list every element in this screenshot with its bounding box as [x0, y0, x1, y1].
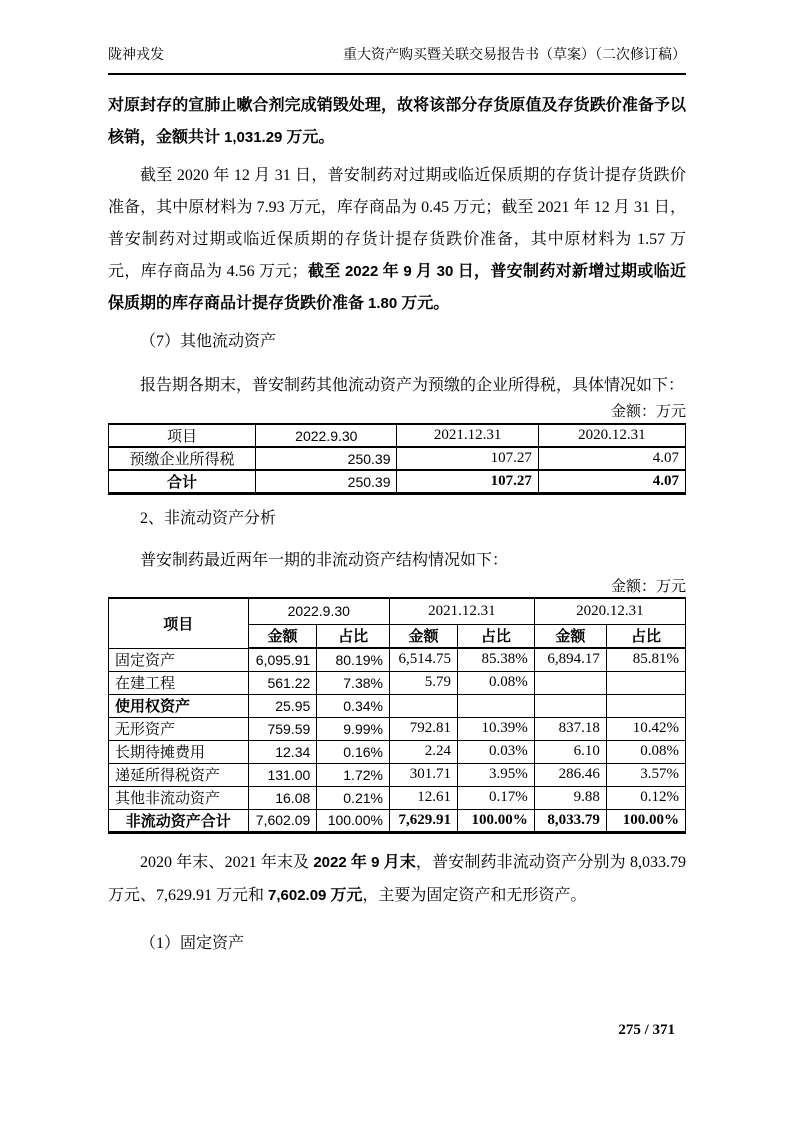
col-header-2022: 2022.9.30 — [256, 424, 397, 447]
cell-value: 1.72% — [317, 763, 390, 786]
table-row — [109, 694, 686, 717]
cell-value: 3.95% — [458, 763, 535, 786]
col-header-2022: 2022.9.30 — [248, 598, 389, 624]
table-row — [109, 447, 686, 470]
text-run: 月末 — [379, 853, 416, 871]
sub-header-amount: 金额 — [534, 624, 606, 648]
table-noncurrent-structure — [108, 597, 686, 834]
table-row — [109, 648, 686, 671]
text-run: 万元 — [326, 886, 363, 904]
text-run: 万元。 — [397, 295, 450, 312]
text-run: 年 — [346, 853, 372, 871]
col-header-item: 项目 — [109, 598, 249, 648]
cell-value: 6,514.75 — [389, 648, 457, 671]
text-run: 对原封存的宣肺止嗽合剂完成销毁处理，故将该部分存货原值及存货跌价准备予以核销，金额共计 — [108, 97, 686, 146]
cell-value: 6,894.17 — [534, 648, 606, 671]
cell-value: 85.38% — [458, 648, 535, 671]
text-run: 1.80 — [368, 295, 398, 312]
cell-label: 预缴企业所得税 — [109, 447, 256, 470]
cell-value: 100.00% — [458, 809, 535, 832]
text-run: 2020 年末、2021 年末及 — [140, 853, 314, 871]
page-number: 275 / 371 — [618, 1022, 675, 1038]
unit-label-table1: 金额：万元 — [610, 404, 686, 420]
unit-label-table2: 金额：万元 — [610, 579, 686, 595]
cell-value — [458, 694, 535, 717]
col-header-2020: 2020.12.31 — [538, 424, 685, 447]
cell-value: 7,602.09 — [248, 809, 317, 832]
cell-label: 在建工程 — [109, 671, 249, 694]
cell-value: 759.59 — [248, 717, 317, 740]
cell-value: 6.10 — [534, 740, 606, 763]
cell-value: 0.16% — [317, 740, 390, 763]
cell-value: 85.81% — [606, 648, 685, 671]
text-run: 2022 — [313, 853, 347, 871]
col-header-2021: 2021.12.31 — [397, 424, 538, 447]
text-run: 日，普安制药对新增过期或临近保质期的库存商品计提存货跌价准备 — [108, 263, 686, 312]
cell-value: 16.08 — [248, 786, 317, 809]
cell-value: 8,033.79 — [534, 809, 606, 832]
cell-value: 10.39% — [458, 717, 535, 740]
cell-value — [606, 671, 685, 694]
cell-label: 递延所得税资产 — [109, 763, 249, 786]
cell-value — [534, 694, 606, 717]
table-header-row — [109, 424, 686, 447]
cell-label: 合计 — [109, 470, 256, 494]
text-run: ，普安制药非流动资产分别为 8,033.79 万元、7,629.91 万元和 — [108, 853, 686, 904]
col-header-2021: 2021.12.31 — [389, 598, 534, 624]
cell-label: 其他非流动资产 — [109, 786, 249, 809]
text-run: 9 — [371, 853, 380, 871]
cell-value — [534, 671, 606, 694]
header-doc-title: 重大资产购买暨关联交易报告书（草案）（二次修订稿） — [343, 48, 686, 63]
text-run: ，主要为固定资产和无形资产。 — [362, 886, 587, 904]
cell-value: 107.27 — [397, 447, 538, 470]
para-noncurrent-intro: 普安制药最近两年一期的非流动资产结构情况如下： — [140, 552, 509, 569]
doc-header — [108, 47, 686, 75]
sub-header-ratio: 占比 — [317, 624, 390, 648]
col-header-2020: 2020.12.31 — [534, 598, 685, 624]
cell-label: 非流动资产合计 — [109, 809, 249, 832]
cell-value: 0.03% — [458, 740, 535, 763]
heading-fixed-assets: （1）固定资产 — [140, 934, 245, 952]
text-run: 万元。 — [282, 129, 335, 146]
cell-value: 12.61 — [389, 786, 457, 809]
table-header-row-periods — [109, 598, 686, 624]
cell-value: 250.39 — [256, 470, 397, 494]
para-noncurrent-summary — [108, 846, 686, 912]
cell-value — [389, 694, 457, 717]
table-row — [109, 671, 686, 694]
text-run: 年 — [378, 263, 404, 280]
cell-value: 561.22 — [248, 671, 317, 694]
cell-value: 0.12% — [606, 786, 685, 809]
table-row — [109, 786, 686, 809]
cell-value: 0.17% — [458, 786, 535, 809]
cell-value: 100.00% — [317, 809, 390, 832]
sub-header-ratio: 占比 — [458, 624, 535, 648]
text-run: 30 — [436, 263, 454, 280]
cell-value: 7.38% — [317, 671, 390, 694]
text-run: 截至 2020 年 12 月 31 日，普安制药对过期或临近保质期的存货计提存货跌价准备，其中原材料为 7.93 万元，库存商品为 0.45 万元；截至 2021 年 12 月 31 日，普安制药对过期或临近保质期的存货计提存货跌价准备，其中原材料为 1.57 万元，库存商品为 4.56 万元； — [108, 167, 686, 280]
cell-label: 使用权资产 — [109, 694, 249, 717]
table-other-current-assets — [108, 423, 686, 495]
cell-value: 6,095.91 — [248, 648, 317, 671]
text-run: 1,031.29 — [224, 129, 283, 146]
table-row — [109, 717, 686, 740]
text-run: 2022 — [344, 263, 379, 280]
table-row — [109, 763, 686, 786]
cell-value: 9.88 — [534, 786, 606, 809]
cell-value: 131.00 — [248, 763, 317, 786]
cell-value: 286.46 — [534, 763, 606, 786]
para-inventory-writeoff — [108, 90, 686, 154]
table-total-row — [109, 809, 686, 832]
cell-value: 837.18 — [534, 717, 606, 740]
col-header-item: 项目 — [109, 424, 256, 447]
sub-header-amount: 金额 — [389, 624, 457, 648]
cell-label: 无形资产 — [109, 717, 249, 740]
header-company: 陇神戎发 — [108, 48, 164, 63]
cell-value: 10.42% — [606, 717, 685, 740]
cell-value: 301.71 — [389, 763, 457, 786]
cell-value: 250.39 — [256, 447, 397, 470]
sub-header-ratio: 占比 — [606, 624, 685, 648]
table-total-row — [109, 470, 686, 494]
cell-value: 4.07 — [538, 447, 685, 470]
heading-noncurrent-analysis: 2、非流动资产分析 — [140, 510, 277, 527]
table-row — [109, 740, 686, 763]
cell-label: 长期待摊费用 — [109, 740, 249, 763]
text-run: 9 — [403, 263, 412, 280]
cell-value: 100.00% — [606, 809, 685, 832]
text-run: 月 — [411, 263, 437, 280]
cell-value: 80.19% — [317, 648, 390, 671]
cell-value — [606, 694, 685, 717]
heading-other-current-assets: （7）其他流动资产 — [140, 333, 277, 350]
cell-label: 固定资产 — [109, 648, 249, 671]
text-run: 截至 — [307, 263, 345, 280]
cell-value: 0.34% — [317, 694, 390, 717]
cell-value: 0.08% — [458, 671, 535, 694]
sub-header-amount: 金额 — [248, 624, 317, 648]
cell-value: 792.81 — [389, 717, 457, 740]
cell-value: 9.99% — [317, 717, 390, 740]
cell-value: 4.07 — [538, 470, 685, 494]
para-provision-history — [108, 160, 686, 320]
cell-value: 7,629.91 — [389, 809, 457, 832]
cell-value: 25.95 — [248, 694, 317, 717]
cell-value: 0.08% — [606, 740, 685, 763]
cell-value: 5.79 — [389, 671, 457, 694]
cell-value: 2.24 — [389, 740, 457, 763]
cell-value: 3.57% — [606, 763, 685, 786]
cell-value: 12.34 — [248, 740, 317, 763]
cell-value: 107.27 — [397, 470, 538, 494]
text-run: 7,602.09 — [268, 886, 327, 904]
para-other-current-assets-desc: 报告期各期末，普安制药其他流动资产为预缴的企业所得税，具体情况如下： — [140, 377, 685, 394]
cell-value: 0.21% — [317, 786, 390, 809]
